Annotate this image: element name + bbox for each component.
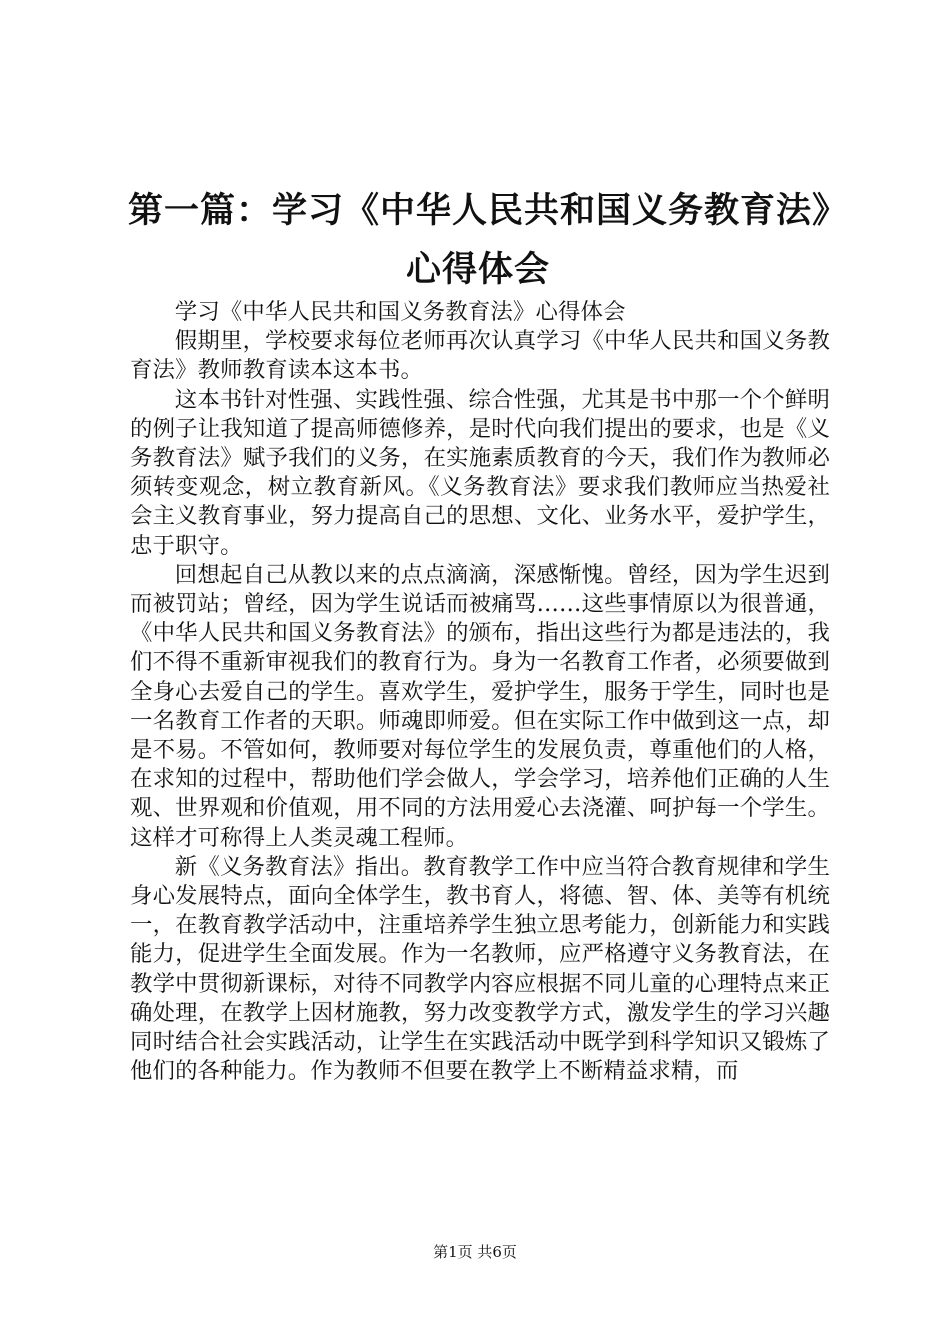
paragraph-3: 回想起自己从教以来的点点滴滴，深感惭愧。曾经，因为学生迟到而被罚站；曾经，因为学生说话而被痛骂……这些事情原以为很普通，《中华人民共和国义务教育法》的颁布，指出这些行为都是违法的，我们不得不重新审视我们的教育行为。身为一名教育工作者，必须要做到全身心去爱自己的学生。喜欢学生，爱护学生，服务于学生，同时也是一名教育工作者的天职。师魂即师爱。但在实际工作中做到这一点，却是不易。不管如何，教师要对每位学生的发展负责，尊重他们的人格，在求知的过程中，帮助他们学会做人，学会学习，培养他们正确的人生观、世界观和价值观，用不同的方法用爱心去浇灌、呵护每一个学生。这样才可称得上人类灵魂工程师。 xyxy=(130,561,830,851)
paragraph-2: 这本书针对性强、实践性强、综合性强，尤其是书中那一个个鲜明的例子让我知道了提高师德修养，是时代向我们提出的要求，也是《义务教育法》赋予我们的义务，在实施素质教育的今天，我们作为教师必须转变观念，树立教育新风。《义务教育法》要求我们教师应当热爱社会主义教育事业，努力提高自己的思想、文化、业务水平，爱护学生，忠于职守。 xyxy=(130,386,830,559)
paragraph-subtitle: 学习《中华人民共和国义务教育法》心得体会 xyxy=(174,299,626,325)
document-title-line-1: 第一篇：学习《中华人民共和国义务教育法》 xyxy=(128,190,849,231)
document-title-line-2: 心得体会 xyxy=(405,249,550,290)
document-body xyxy=(130,298,830,1086)
paragraph-1: 假期里，学校要求每位老师再次认真学习《中华人民共和国义务教育法》教师教育读本这本书。 xyxy=(130,328,830,384)
page-number-footer: 第1页 共6页 xyxy=(433,1243,517,1261)
paragraph-4: 新《义务教育法》指出。教育教学工作中应当符合教育规律和学生身心发展特点，面向全体学生，教书育人，将德、智、体、美等有机统一，在教育教学活动中，注重培养学生独立思考能力，创新能力和实践能力，促进学生全面发展。作为一名教师，应严格遵守义务教育法，在教学中贯彻新课标，对待不同教学内容应根据不同儿童的心理特点来正确处理，在教学上因材施教，努力改变教学方式，激发学生的学习兴趣同时结合社会实践活动，让学生在实践活动中既学到科学知识又锻炼了他们的各种能力。作为教师不但要在教学上不断精益求精，而 xyxy=(130,853,830,1085)
